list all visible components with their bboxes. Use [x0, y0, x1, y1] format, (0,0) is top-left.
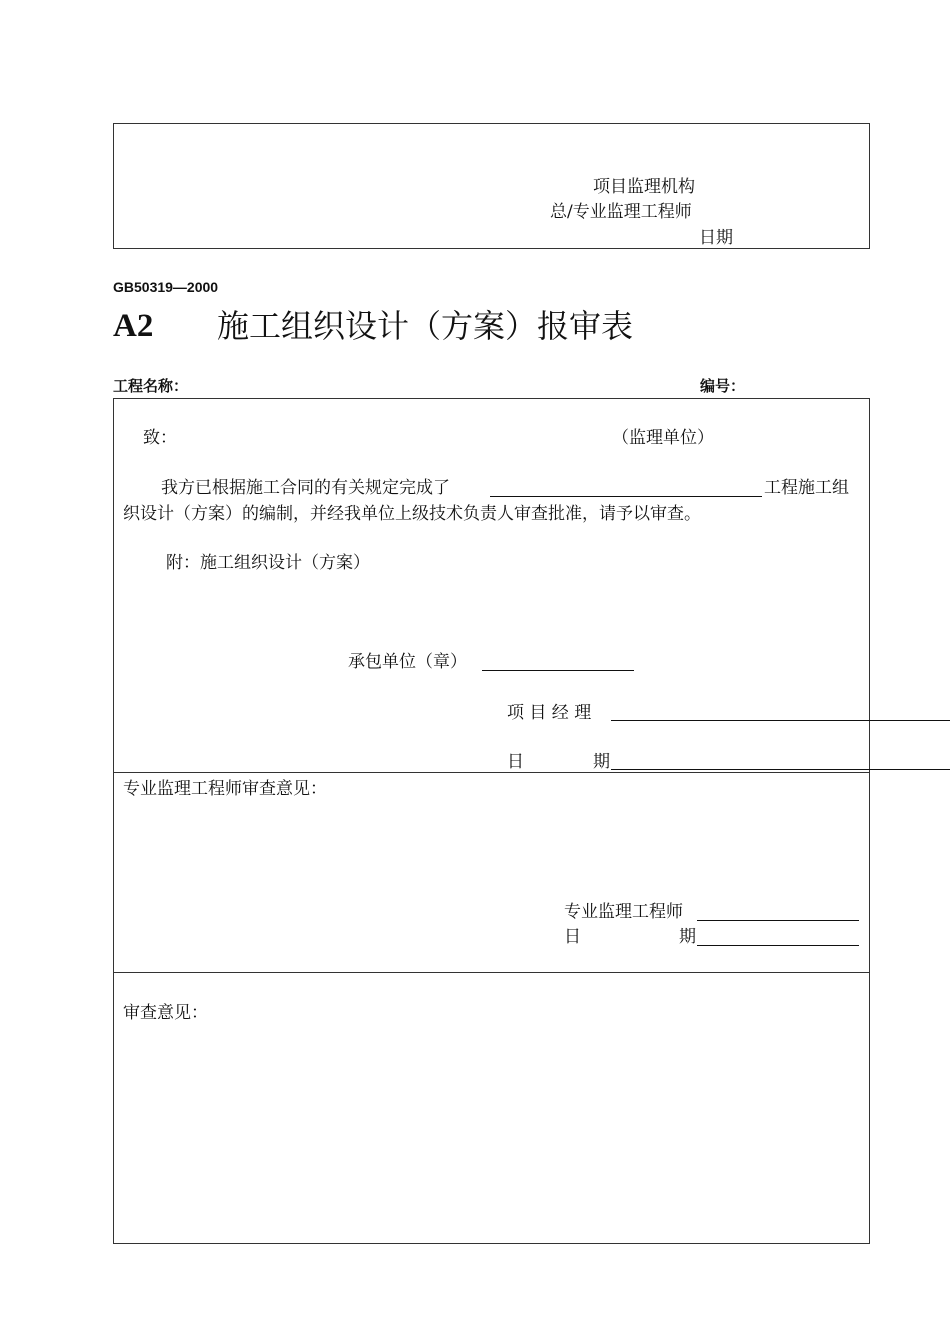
- project-name-blank[interactable]: [490, 496, 762, 497]
- attachment-label: 附：施工组织设计（方案）: [166, 553, 370, 573]
- body-text-line2: 织设计（方案）的编制，并经我单位上级技术负责人审查批准，请予以审查。: [123, 504, 701, 524]
- number-label: 编号：: [700, 378, 746, 395]
- form-table: [113, 398, 870, 1244]
- standard-code: GB50319—2000: [113, 279, 219, 295]
- engineer-opinion-label: 专业监理工程师审查意见：: [123, 779, 327, 799]
- previous-form-box: [113, 123, 870, 249]
- form-code: A2: [113, 308, 154, 344]
- engineer-date-blank[interactable]: [697, 945, 859, 946]
- review-opinion-label: 审查意见：: [123, 1003, 208, 1023]
- submit-date-label-2: 期: [593, 752, 610, 772]
- top-date-label: 日期: [699, 228, 733, 248]
- project-name-label: 工程名称：: [113, 378, 189, 395]
- engineer-date-label-1: 日: [564, 927, 581, 947]
- contractor-blank[interactable]: [482, 670, 634, 671]
- to-label: 致：: [143, 428, 177, 448]
- engineer-sign-label: 专业监理工程师: [564, 902, 683, 922]
- contractor-label: 承包单位（章）: [348, 652, 467, 672]
- supervisor-unit-label: （监理单位）: [612, 428, 714, 448]
- project-manager-label: 项 目 经 理: [507, 703, 592, 723]
- body-text-part1: 我方已根据施工合同的有关规定完成了: [161, 478, 450, 498]
- engineer-date-label-2: 期: [679, 927, 696, 947]
- chief-engineer-label: 总/专业监理工程师: [550, 202, 692, 222]
- engineer-sign-blank[interactable]: [697, 920, 859, 921]
- body-text-part2: 工程施工组: [764, 478, 849, 498]
- form-title: 施工组织设计（方案）报审表: [217, 307, 634, 345]
- submit-date-blank[interactable]: [611, 769, 950, 770]
- submit-date-label-1: 日: [507, 752, 524, 772]
- project-manager-blank[interactable]: [611, 720, 950, 721]
- supervision-org-label: 项目监理机构: [593, 177, 695, 197]
- row-divider: [113, 772, 870, 773]
- row-divider: [113, 972, 870, 973]
